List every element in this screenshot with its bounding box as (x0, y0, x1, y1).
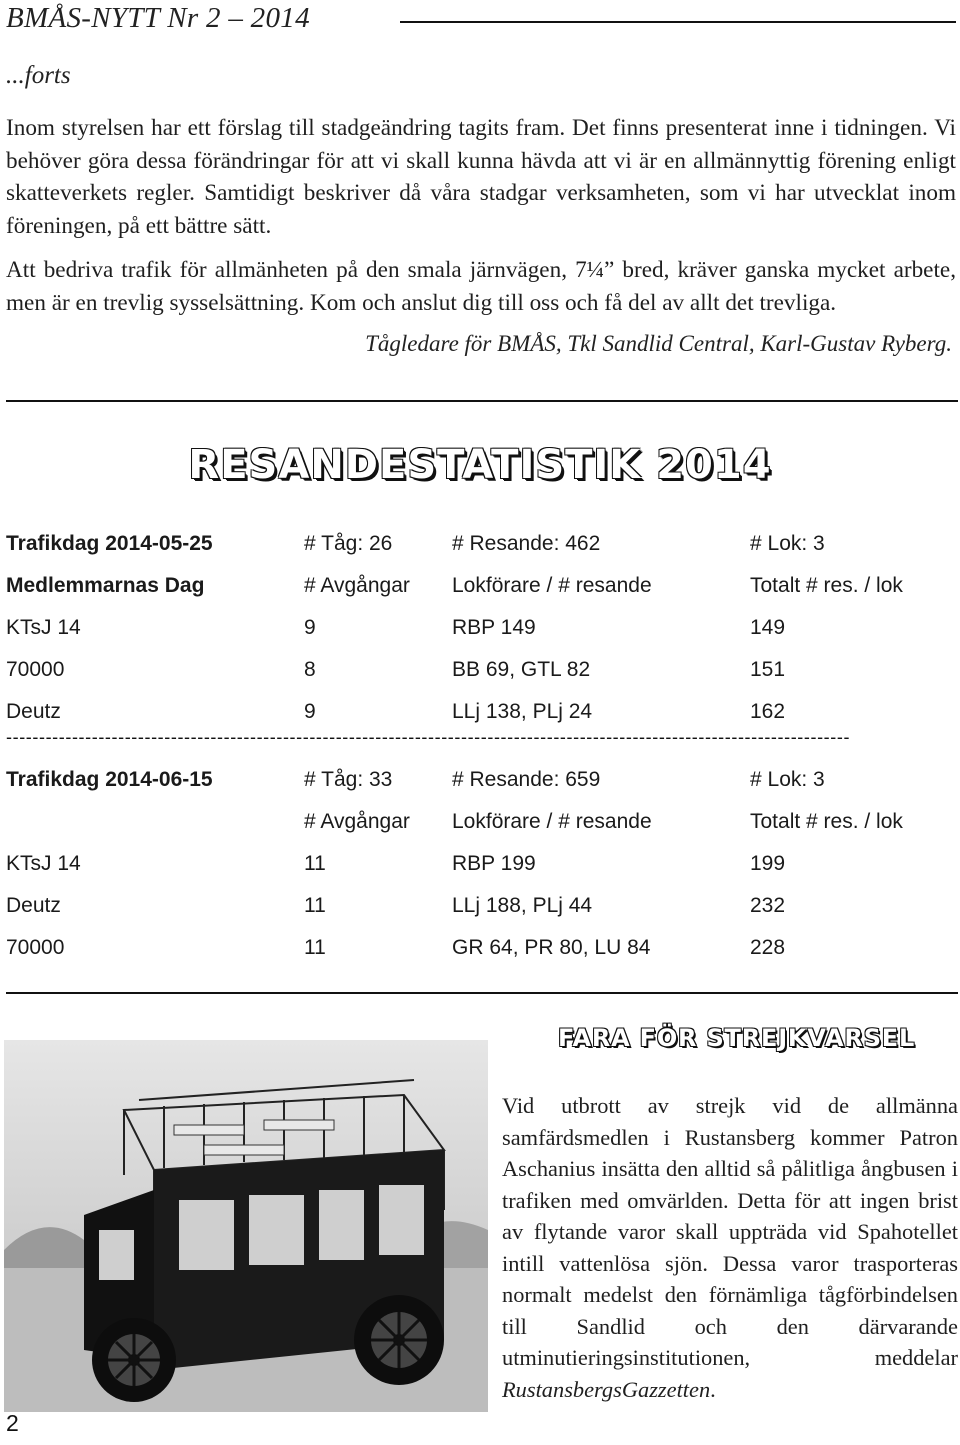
total: 199 (750, 852, 786, 875)
col-total-header: Totalt # res. / lok (750, 810, 903, 833)
drivers: GR 64, PR 80, LU 84 (452, 936, 651, 959)
strike-article (502, 1090, 958, 1405)
day2-date: Trafikdag 2014-06-15 (6, 768, 213, 791)
continued-label: ...forts (6, 62, 71, 89)
col-departures-header: # Avgångar (304, 810, 410, 833)
drivers: LLj 188, PLj 44 (452, 894, 593, 917)
col-drivers-header: Lokförare / # resande (452, 574, 652, 597)
col-departures-header: # Avgångar (304, 574, 410, 597)
departures: 8 (304, 658, 316, 681)
departures: 11 (304, 852, 326, 875)
drivers: RBP 149 (452, 616, 536, 639)
statistics-heading: RESANDESTATISTIK 2014 (188, 442, 772, 488)
page-number: 2 (6, 1410, 19, 1436)
day2-passengers: # Resande: 659 (452, 768, 601, 791)
day2-locos: # Lok: 3 (750, 768, 825, 791)
table-row (6, 852, 956, 882)
section-divider (6, 400, 958, 402)
total: 162 (750, 700, 786, 723)
day1-locos: # Lok: 3 (750, 532, 825, 555)
day2-summary-row (6, 768, 956, 798)
table-row (6, 700, 956, 730)
day1-passengers: # Resande: 462 (452, 532, 601, 555)
table-row (6, 616, 956, 646)
drivers: BB 69, GTL 82 (452, 658, 591, 681)
loco-name: Deutz (6, 894, 61, 917)
table-row (6, 658, 956, 688)
day1-event-name: Medlemmarnas Dag (6, 574, 205, 597)
departures: 11 (304, 894, 326, 917)
total: 232 (750, 894, 786, 917)
day1-trains: # Tåg: 26 (304, 532, 393, 555)
header-rule (400, 21, 956, 23)
sentence-end: . (710, 1376, 716, 1402)
steam-bus-photo (4, 1040, 488, 1412)
total: 149 (750, 616, 786, 639)
section-divider (6, 992, 958, 994)
day2-header-row (6, 810, 956, 840)
departures: 9 (304, 616, 316, 639)
loco-name: KTsJ 14 (6, 852, 81, 875)
loco-name: KTsJ 14 (6, 616, 81, 639)
col-drivers-header: Lokförare / # resande (452, 810, 652, 833)
drivers: RBP 199 (452, 852, 536, 875)
departures: 9 (304, 700, 316, 723)
total: 228 (750, 936, 786, 959)
day1-header-row (6, 574, 956, 604)
intro-paragraph-1: Inom styrelsen har ett förslag till stadgeändring tagits fram. Det finns presenterat inne i tidningen. Vi behöver göra dessa förändringar för att vi skall kunna hävda att vi är en allmännyttig förening enligt skatteverkets regler. Samtidigt beskriver då våra stadgar verksamheten, som vi har utvecklat inom föreningen, på ett bättre sätt. (6, 115, 956, 239)
dashed-separator: -------------------------------------------------------------------------------------------------------------------------------- (6, 727, 851, 747)
intro-paragraph-2: Att bedriva trafik för allmänheten på den smala järnvägen, 7¼” bred, kräver ganska mycket arbete, men är en trevlig sysselsättning. Kom och anslut dig till oss och få del av allt det trevliga. (6, 257, 956, 316)
total: 151 (750, 658, 786, 681)
day1-summary-row (6, 532, 956, 562)
departures: 11 (304, 936, 326, 959)
table-row (6, 936, 956, 966)
source-name: RustansbergsGazzetten (502, 1376, 711, 1402)
col-total-header: Totalt # res. / lok (750, 574, 903, 597)
table-row (6, 894, 956, 924)
loco-name: 70000 (6, 658, 65, 681)
day2-trains: # Tåg: 33 (304, 768, 393, 791)
strike-article-text: Vid utbrott av strejk vid de allmänna samfärdsmedlen i Rustansberg kommer Patron Aschanius insätta den alltid så pålitliga ångbusen i trafiken med omvärlden. Detta för att ingen brist av flytande varor skall uppträda vid Spahotellet intill vattenlösa sjön. Dessa varor trasporteras normalt medelst den förnämliga tågförbindelsen till Sandlid och den därvarande utminutieringsinstitutionen, meddelar (502, 1093, 958, 1370)
newsletter-title: BMÅS-NYTT Nr 2 – 2014 (6, 2, 310, 34)
strike-heading: FARA FÖR STREJKVARSEL (558, 1024, 916, 1052)
drivers: LLj 138, PLj 24 (452, 700, 593, 723)
day1-date: Trafikdag 2014-05-25 (6, 532, 213, 555)
loco-name: 70000 (6, 936, 65, 959)
loco-name: Deutz (6, 700, 61, 723)
signature: Tågledare för BMÅS, Tkl Sandlid Central, Karl-Gustav Ryberg. (365, 331, 952, 356)
